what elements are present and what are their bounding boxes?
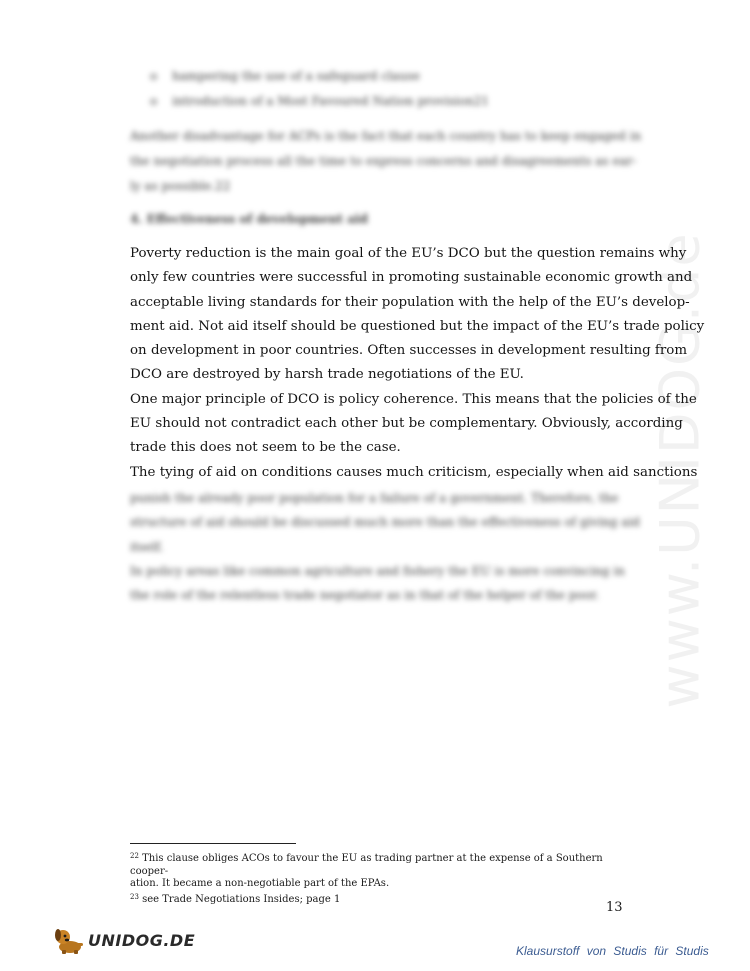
text-line: the role of the relentless trade negotiator as in that of the helper of the poor. [130,588,600,603]
blurred-bullet-list [150,64,489,114]
watermark: www.UNIDOG.de [648,231,712,709]
text-line: punish the already poor population for a failure of a government. Therefore, the [130,491,619,505]
text-line: acceptable living standards for their population with the help of the EU’s develop- [130,294,690,310]
paragraph-3 [130,461,698,485]
footnote-23 [130,891,630,907]
text-line: EU should not contradict each other but be complementary. Obviously, according [130,416,683,432]
slogan: Klausurstoff von Studis für Studis [516,944,709,958]
paragraph-2 [130,388,697,461]
footnote-22 [130,850,630,878]
footnote-22-continued: ation. It became a non-negotiable part of the EPAs. [130,878,390,889]
footnote-mark: 23 [130,892,139,901]
bullet-icon: o [150,69,158,83]
blurred-paragraph-tail [130,486,640,607]
dog-icon [52,925,86,955]
text-line: Another disadvantage for ACPs is the fact that each country has to keep engaged in [130,129,642,143]
unidog-logo [52,925,195,955]
text-line: structure of aid should be discussed much more than the effectiveness of giving aid [130,515,640,530]
text-line: DCO are destroyed by harsh trade negotiations of the EU. [130,367,524,383]
section-heading: 4. Effectiveness of development aid [130,212,368,226]
main-text [130,242,705,485]
text-line: itself. [130,539,164,554]
bullet-text: hampering the use of a safeguard clause [172,69,420,83]
text-line: ment aid. Not aid itself should be questioned but the impact of the EU’s trade policy [130,318,705,334]
text-line: the negotiation process all the time to express concerns and disagreements as ear- [130,154,637,168]
footnote-text: This clause obliges ACOs to favour the EU as trading partner at the expense of a Southern cooper- [130,853,603,877]
text-line: One major principle of DCO is policy coherence. This means that the policies of the [130,391,697,407]
page-number: 13 [606,900,623,915]
bullet-icon: o [150,94,158,108]
text-line: ly as possible.22 [130,179,231,193]
blurred-paragraph [130,124,642,199]
text-line: Poverty reduction is the main goal of the EU’s DCO but the question remains why [130,246,687,261]
paragraph-1 [130,242,705,388]
footnote-divider [130,843,296,844]
text-line: trade this does not seem to be the case. [130,440,401,456]
footnotes [130,850,630,906]
text-line: In policy areas like common agriculture and fishery the EU is more convincing in [130,563,625,578]
footnote-mark: 22 [130,852,139,860]
footnote-text: see Trade Negotiations Insides; page 1 [138,893,341,905]
text-line: The tying of aid on conditions causes much criticism, especially when aid sanctions [130,464,698,480]
text-line: on development in poor countries. Often successes in development resulting from [130,343,688,359]
logo-text: UNIDOG.DE [88,930,196,950]
bullet-text: introduction of a Most Favoured Nation provision21 [172,94,489,108]
bullet-item [150,89,489,114]
text-line: only few countries were successful in promoting sustainable economic growth and [130,270,693,286]
bullet-item [150,64,489,89]
